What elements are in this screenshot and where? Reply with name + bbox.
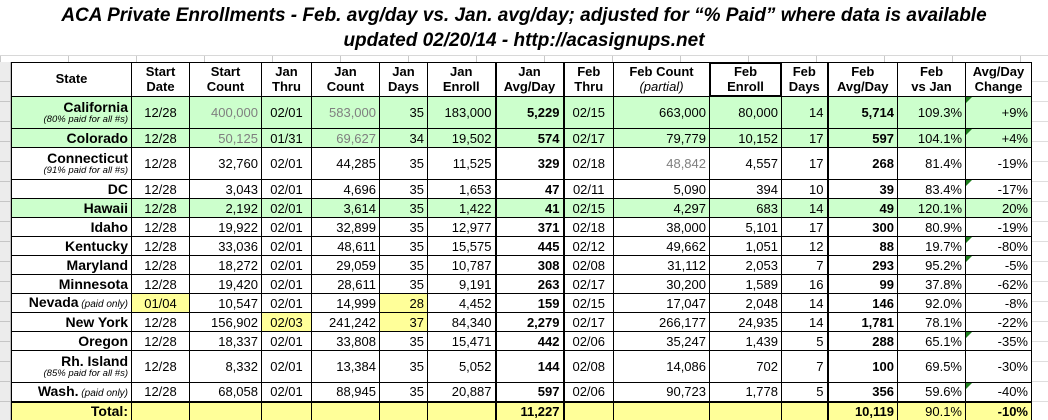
cell-new-york-avg-day-change[interactable]: -22%: [966, 313, 1032, 332]
cell-connecticut-state[interactable]: Connecticut (91% paid for all #s): [12, 148, 132, 180]
cell-maryland-jan-avg-day[interactable]: 308: [496, 256, 564, 275]
cell-hawaii-feb-count[interactable]: 4,297: [614, 199, 710, 218]
cell-minnesota-jan-enroll[interactable]: 9,191: [428, 275, 496, 294]
cell-rh-island-jan-enroll[interactable]: 5,052: [428, 351, 496, 383]
cell-rh-island-state[interactable]: Rh. Island (85% paid for all #s): [12, 351, 132, 383]
cell-idaho-avg-day-change[interactable]: -19%: [966, 218, 1032, 237]
cell-wash-start-date[interactable]: 12/28: [132, 383, 190, 402]
cell-hawaii-jan-count[interactable]: 3,614: [312, 199, 380, 218]
cell-oregon-feb-vs-jan[interactable]: 65.1%: [898, 332, 966, 351]
header-cell-start-date[interactable]: Start Date: [132, 63, 190, 97]
cell-california-feb-count[interactable]: 663,000: [614, 97, 710, 129]
table-row-minnesota: [12, 275, 1032, 294]
cell-nevada-jan-enroll[interactable]: 4,452: [428, 294, 496, 313]
cell-colorado-jan-avg-day[interactable]: 574: [496, 129, 564, 148]
table-row-oregon: [12, 332, 1032, 351]
state-note: (85% paid for all #s): [43, 367, 128, 379]
cell-kentucky-feb-avg-day[interactable]: 88: [828, 237, 898, 256]
cell-dc-start-count[interactable]: 3,043: [190, 180, 262, 199]
cell-maryland-feb-count[interactable]: 31,112: [614, 256, 710, 275]
cell-california-feb-avg-day[interactable]: 5,714: [828, 97, 898, 129]
cell-new-york-feb-count[interactable]: 266,177: [614, 313, 710, 332]
cell-minnesota-feb-avg-day[interactable]: 99: [828, 275, 898, 294]
cell-dc-jan-count[interactable]: 4,696: [312, 180, 380, 199]
cell-total-avg-day-change[interactable]: -10%: [966, 402, 1032, 420]
cell-colorado-feb-avg-day[interactable]: 597: [828, 129, 898, 148]
cell-total-feb-avg-day[interactable]: 10,119: [828, 402, 898, 420]
cell-connecticut-jan-avg-day[interactable]: 329: [496, 148, 564, 180]
cell-minnesota-feb-count[interactable]: 30,200: [614, 275, 710, 294]
cell-nevada-start-date[interactable]: 01/04: [132, 294, 190, 313]
cell-kentucky-feb-days[interactable]: 12: [782, 237, 828, 256]
cell-nevada-jan-days[interactable]: 28: [380, 294, 428, 313]
cell-oregon-jan-count[interactable]: 33,808: [312, 332, 380, 351]
table-row-maryland: [12, 256, 1032, 275]
cell-dc-feb-enroll[interactable]: 394: [710, 180, 782, 199]
cell-connecticut-feb-avg-day[interactable]: 268: [828, 148, 898, 180]
enrollment-table: [11, 62, 1032, 420]
cell-new-york-jan-days[interactable]: 37: [380, 313, 428, 332]
cell-wash-jan-thru[interactable]: 02/01: [262, 383, 312, 402]
cell-idaho-jan-count[interactable]: 32,899: [312, 218, 380, 237]
cell-new-york-jan-enroll[interactable]: 84,340: [428, 313, 496, 332]
cell-connecticut-feb-enroll[interactable]: 4,557: [710, 148, 782, 180]
cell-wash-jan-avg-day[interactable]: 597: [496, 383, 564, 402]
cell-new-york-state[interactable]: New York: [12, 313, 132, 332]
cell-new-york-jan-count[interactable]: 241,242: [312, 313, 380, 332]
header-cell-jan-count[interactable]: Jan Count: [312, 63, 380, 97]
cell-wash-feb-enroll[interactable]: 1,778: [710, 383, 782, 402]
cell-california-jan-count[interactable]: 583,000: [312, 97, 380, 129]
cell-dc-jan-enroll[interactable]: 1,653: [428, 180, 496, 199]
cell-kentucky-jan-avg-day[interactable]: 445: [496, 237, 564, 256]
cell-nevada-start-count[interactable]: 10,547: [190, 294, 262, 313]
table-row-nevada: [12, 294, 1032, 313]
table-row-kentucky: [12, 237, 1032, 256]
cell-new-york-feb-vs-jan[interactable]: 78.1%: [898, 313, 966, 332]
cell-minnesota-jan-count[interactable]: 28,611: [312, 275, 380, 294]
sheet-title: [0, 0, 1048, 53]
cell-rh-island-jan-days[interactable]: 35: [380, 351, 428, 383]
cell-dc-avg-day-change[interactable]: -17%: [966, 180, 1032, 199]
cell-maryland-start-count[interactable]: 18,272: [190, 256, 262, 275]
cell-wash-state[interactable]: Wash. (paid only): [12, 383, 132, 402]
cell-total-jan-thru[interactable]: [262, 402, 312, 420]
cell-minnesota-jan-avg-day[interactable]: 263: [496, 275, 564, 294]
cell-kentucky-start-date[interactable]: 12/28: [132, 237, 190, 256]
cell-nevada-jan-avg-day[interactable]: 159: [496, 294, 564, 313]
cell-connecticut-feb-thru[interactable]: 02/18: [564, 148, 614, 180]
cell-total-feb-count[interactable]: [614, 402, 710, 420]
row-header-gutter: [0, 62, 11, 420]
cell-colorado-feb-enroll[interactable]: 10,152: [710, 129, 782, 148]
cell-wash-jan-enroll[interactable]: 20,887: [428, 383, 496, 402]
cell-california-feb-thru[interactable]: 02/15: [564, 97, 614, 129]
cell-maryland-feb-thru[interactable]: 02/08: [564, 256, 614, 275]
cell-california-feb-vs-jan[interactable]: 109.3%: [898, 97, 966, 129]
cell-rh-island-feb-thru[interactable]: 02/08: [564, 351, 614, 383]
cell-connecticut-start-count[interactable]: 32,760: [190, 148, 262, 180]
cell-california-state[interactable]: California (80% paid for all #s): [12, 97, 132, 129]
cell-nevada-feb-avg-day[interactable]: 146: [828, 294, 898, 313]
header-cell-jan-days[interactable]: Jan Days: [380, 63, 428, 97]
cell-connecticut-avg-day-change[interactable]: -19%: [966, 148, 1032, 180]
cell-california-feb-enroll[interactable]: 80,000: [710, 97, 782, 129]
cell-nevada-jan-count[interactable]: 14,999: [312, 294, 380, 313]
header-cell-feb-enroll[interactable]: Feb Enroll: [710, 63, 782, 97]
cell-hawaii-jan-enroll[interactable]: 1,422: [428, 199, 496, 218]
cell-colorado-jan-thru[interactable]: 01/31: [262, 129, 312, 148]
cell-wash-start-count[interactable]: 68,058: [190, 383, 262, 402]
cell-nevada-feb-vs-jan[interactable]: 92.0%: [898, 294, 966, 313]
cell-maryland-feb-enroll[interactable]: 2,053: [710, 256, 782, 275]
cell-maryland-feb-avg-day[interactable]: 293: [828, 256, 898, 275]
cell-idaho-feb-vs-jan[interactable]: 80.9%: [898, 218, 966, 237]
cell-minnesota-jan-days[interactable]: 35: [380, 275, 428, 294]
table-row-idaho: [12, 218, 1032, 237]
cell-colorado-avg-day-change[interactable]: +4%: [966, 129, 1032, 148]
cell-maryland-jan-enroll[interactable]: 10,787: [428, 256, 496, 275]
cell-new-york-feb-thru[interactable]: 02/17: [564, 313, 614, 332]
cell-nevada-feb-enroll[interactable]: 2,048: [710, 294, 782, 313]
cell-connecticut-jan-days[interactable]: 35: [380, 148, 428, 180]
table-row-new-york: [12, 313, 1032, 332]
cell-wash-avg-day-change[interactable]: -40%: [966, 383, 1032, 402]
cell-new-york-feb-enroll[interactable]: 24,935: [710, 313, 782, 332]
cell-nevada-avg-day-change[interactable]: -8%: [966, 294, 1032, 313]
cell-hawaii-state[interactable]: Hawaii: [12, 199, 132, 218]
cell-dc-feb-vs-jan[interactable]: 83.4%: [898, 180, 966, 199]
header-cell-jan-enroll[interactable]: Jan Enroll: [428, 63, 496, 97]
cell-hawaii-start-date[interactable]: 12/28: [132, 199, 190, 218]
cell-kentucky-jan-count[interactable]: 48,611: [312, 237, 380, 256]
cell-idaho-jan-avg-day[interactable]: 371: [496, 218, 564, 237]
cell-new-york-start-date[interactable]: 12/28: [132, 313, 190, 332]
cell-kentucky-state[interactable]: Kentucky: [12, 237, 132, 256]
cell-nevada-jan-thru[interactable]: 02/01: [262, 294, 312, 313]
cell-minnesota-feb-vs-jan[interactable]: 37.8%: [898, 275, 966, 294]
cell-california-jan-avg-day[interactable]: 5,229: [496, 97, 564, 129]
cell-oregon-start-date[interactable]: 12/28: [132, 332, 190, 351]
header-row: [12, 63, 1032, 97]
cell-rh-island-jan-avg-day[interactable]: 144: [496, 351, 564, 383]
cell-rh-island-feb-enroll[interactable]: 702: [710, 351, 782, 383]
cell-total-feb-enroll[interactable]: [710, 402, 782, 420]
cell-california-start-count[interactable]: 400,000: [190, 97, 262, 129]
cell-kentucky-feb-count[interactable]: 49,662: [614, 237, 710, 256]
cell-kentucky-feb-thru[interactable]: 02/12: [564, 237, 614, 256]
cell-idaho-state[interactable]: Idaho: [12, 218, 132, 237]
empty-cells-gutter: [1032, 62, 1048, 420]
cell-rh-island-start-count[interactable]: 8,332: [190, 351, 262, 383]
cell-colorado-feb-days[interactable]: 17: [782, 129, 828, 148]
cell-kentucky-start-count[interactable]: 33,036: [190, 237, 262, 256]
cell-dc-jan-thru[interactable]: 02/01: [262, 180, 312, 199]
cell-rh-island-start-date[interactable]: 12/28: [132, 351, 190, 383]
header-cell-feb-vs-jan[interactable]: Feb vs Jan: [898, 63, 966, 97]
cell-rh-island-jan-thru[interactable]: 02/01: [262, 351, 312, 383]
cell-maryland-jan-days[interactable]: 35: [380, 256, 428, 275]
cell-new-york-jan-avg-day[interactable]: 2,279: [496, 313, 564, 332]
cell-idaho-feb-enroll[interactable]: 5,101: [710, 218, 782, 237]
cell-idaho-jan-thru[interactable]: 02/01: [262, 218, 312, 237]
cell-total-jan-enroll[interactable]: [428, 402, 496, 420]
cell-minnesota-start-date[interactable]: 12/28: [132, 275, 190, 294]
header-cell-jan-avg-day[interactable]: Jan Avg/Day: [496, 63, 564, 97]
cell-california-jan-enroll[interactable]: 183,000: [428, 97, 496, 129]
table-row-total: [12, 402, 1032, 420]
cell-maryland-start-date[interactable]: 12/28: [132, 256, 190, 275]
cell-oregon-jan-days[interactable]: 35: [380, 332, 428, 351]
cell-connecticut-jan-thru[interactable]: 02/01: [262, 148, 312, 180]
cell-hawaii-feb-thru[interactable]: 02/15: [564, 199, 614, 218]
table-row-hawaii: [12, 199, 1032, 218]
cell-kentucky-jan-enroll[interactable]: 15,575: [428, 237, 496, 256]
cell-idaho-jan-days[interactable]: 35: [380, 218, 428, 237]
cell-minnesota-avg-day-change[interactable]: -62%: [966, 275, 1032, 294]
header-cell-feb-thru[interactable]: Feb Thru: [564, 63, 614, 97]
cell-minnesota-start-count[interactable]: 19,420: [190, 275, 262, 294]
cell-wash-feb-count[interactable]: 90,723: [614, 383, 710, 402]
cell-maryland-jan-count[interactable]: 29,059: [312, 256, 380, 275]
cell-hawaii-feb-days[interactable]: 14: [782, 199, 828, 218]
cell-new-york-feb-avg-day[interactable]: 1,781: [828, 313, 898, 332]
cell-idaho-start-date[interactable]: 12/28: [132, 218, 190, 237]
table-row-rh-island: [12, 351, 1032, 383]
cell-nevada-state[interactable]: Nevada (paid only): [12, 294, 132, 313]
header-cell-feb-avg-day[interactable]: Feb Avg/Day: [828, 63, 898, 97]
table-row-wash: [12, 383, 1032, 402]
cell-colorado-jan-enroll[interactable]: 19,502: [428, 129, 496, 148]
cell-idaho-feb-days[interactable]: 17: [782, 218, 828, 237]
cell-dc-state[interactable]: DC: [12, 180, 132, 199]
cell-california-avg-day-change[interactable]: +9%: [966, 97, 1032, 129]
cell-colorado-jan-days[interactable]: 34: [380, 129, 428, 148]
cell-colorado-feb-count[interactable]: 79,779: [614, 129, 710, 148]
header-cell-jan-thru[interactable]: Jan Thru: [262, 63, 312, 97]
cell-dc-start-date[interactable]: 12/28: [132, 180, 190, 199]
cell-connecticut-jan-count[interactable]: 44,285: [312, 148, 380, 180]
cell-hawaii-jan-days[interactable]: 35: [380, 199, 428, 218]
cell-wash-feb-vs-jan[interactable]: 59.6%: [898, 383, 966, 402]
cell-wash-feb-days[interactable]: 5: [782, 383, 828, 402]
cell-colorado-state[interactable]: Colorado: [12, 129, 132, 148]
cell-total-feb-days[interactable]: [782, 402, 828, 420]
cell-oregon-feb-days[interactable]: 5: [782, 332, 828, 351]
header-cell-feb-days[interactable]: Feb Days: [782, 63, 828, 97]
table-row-dc: [12, 180, 1032, 199]
cell-oregon-state[interactable]: Oregon: [12, 332, 132, 351]
cell-minnesota-jan-thru[interactable]: 02/01: [262, 275, 312, 294]
cell-hawaii-avg-day-change[interactable]: 20%: [966, 199, 1032, 218]
cell-minnesota-feb-thru[interactable]: 02/17: [564, 275, 614, 294]
cell-total-jan-count[interactable]: [312, 402, 380, 420]
cell-colorado-jan-count[interactable]: 69,627: [312, 129, 380, 148]
cell-minnesota-feb-days[interactable]: 16: [782, 275, 828, 294]
cell-oregon-feb-enroll[interactable]: 1,439: [710, 332, 782, 351]
cell-total-jan-avg-day[interactable]: 11,227: [496, 402, 564, 420]
table-row-colorado: [12, 129, 1032, 148]
cell-hawaii-feb-avg-day[interactable]: 49: [828, 199, 898, 218]
cell-maryland-jan-thru[interactable]: 02/01: [262, 256, 312, 275]
cell-california-start-date[interactable]: 12/28: [132, 97, 190, 129]
cell-wash-jan-count[interactable]: 88,945: [312, 383, 380, 402]
cell-rh-island-avg-day-change[interactable]: -30%: [966, 351, 1032, 383]
cell-nevada-feb-thru[interactable]: 02/15: [564, 294, 614, 313]
cell-oregon-feb-avg-day[interactable]: 288: [828, 332, 898, 351]
state-note: (80% paid for all #s): [43, 113, 128, 125]
state-note: (paid only): [78, 388, 128, 400]
cell-idaho-feb-count[interactable]: 38,000: [614, 218, 710, 237]
cell-dc-jan-avg-day[interactable]: 47: [496, 180, 564, 199]
cell-maryland-feb-days[interactable]: 7: [782, 256, 828, 275]
cell-kentucky-jan-thru[interactable]: 02/01: [262, 237, 312, 256]
table-row-california: [12, 97, 1032, 129]
cell-dc-jan-days[interactable]: 35: [380, 180, 428, 199]
cell-maryland-feb-vs-jan[interactable]: 95.2%: [898, 256, 966, 275]
cell-oregon-jan-thru[interactable]: 02/01: [262, 332, 312, 351]
cell-hawaii-jan-thru[interactable]: 02/01: [262, 199, 312, 218]
cell-idaho-start-count[interactable]: 19,922: [190, 218, 262, 237]
cell-oregon-feb-thru[interactable]: 02/06: [564, 332, 614, 351]
cell-colorado-start-date[interactable]: 12/28: [132, 129, 190, 148]
title-line1: ACA Private Enrollments - Feb. avg/day vs. Jan. avg/day; adjusted for “% Paid” where data is available: [61, 5, 987, 26]
cell-total-feb-vs-jan[interactable]: 90.1%: [898, 402, 966, 420]
cell-hawaii-feb-vs-jan[interactable]: 120.1%: [898, 199, 966, 218]
cell-maryland-avg-day-change[interactable]: -5%: [966, 256, 1032, 275]
cell-rh-island-feb-vs-jan[interactable]: 69.5%: [898, 351, 966, 383]
cell-connecticut-feb-days[interactable]: 17: [782, 148, 828, 180]
cell-connecticut-jan-enroll[interactable]: 11,525: [428, 148, 496, 180]
cell-colorado-start-count[interactable]: 50,125: [190, 129, 262, 148]
cell-minnesota-state[interactable]: Minnesota: [12, 275, 132, 294]
cell-hawaii-start-count[interactable]: 2,192: [190, 199, 262, 218]
cell-rh-island-feb-count[interactable]: 14,086: [614, 351, 710, 383]
table-row-connecticut: [12, 148, 1032, 180]
cell-idaho-jan-enroll[interactable]: 12,977: [428, 218, 496, 237]
cell-hawaii-feb-enroll[interactable]: 683: [710, 199, 782, 218]
cell-new-york-jan-thru[interactable]: 02/03: [262, 313, 312, 332]
cell-california-jan-thru[interactable]: 02/01: [262, 97, 312, 129]
cell-wash-feb-thru[interactable]: 02/06: [564, 383, 614, 402]
cell-dc-feb-days[interactable]: 10: [782, 180, 828, 199]
cell-kentucky-jan-days[interactable]: 35: [380, 237, 428, 256]
cell-new-york-start-count[interactable]: 156,902: [190, 313, 262, 332]
cell-minnesota-feb-enroll[interactable]: 1,589: [710, 275, 782, 294]
cell-kentucky-feb-vs-jan[interactable]: 19.7%: [898, 237, 966, 256]
cell-wash-feb-avg-day[interactable]: 356: [828, 383, 898, 402]
cell-kentucky-feb-enroll[interactable]: 1,051: [710, 237, 782, 256]
cell-wash-jan-days[interactable]: 35: [380, 383, 428, 402]
cell-total-start-count[interactable]: [190, 402, 262, 420]
cell-california-feb-days[interactable]: 14: [782, 97, 828, 129]
cell-oregon-start-count[interactable]: 18,337: [190, 332, 262, 351]
header-cell-avg-day-change[interactable]: Avg/Day Change: [966, 63, 1032, 97]
header-cell-start-count[interactable]: Start Count: [190, 63, 262, 97]
header-cell-feb-count[interactable]: Feb Count (partial): [614, 63, 710, 97]
sheet-area: [0, 62, 1048, 420]
cell-total-feb-thru[interactable]: [564, 402, 614, 420]
cell-dc-feb-thru[interactable]: 02/11: [564, 180, 614, 199]
cell-colorado-feb-thru[interactable]: 02/17: [564, 129, 614, 148]
header-cell-state[interactable]: State: [12, 63, 132, 97]
cell-oregon-jan-avg-day[interactable]: 442: [496, 332, 564, 351]
cell-maryland-state[interactable]: Maryland: [12, 256, 132, 275]
cell-connecticut-feb-count[interactable]: 48,842: [614, 148, 710, 180]
cell-hawaii-jan-avg-day[interactable]: 41: [496, 199, 564, 218]
cell-total-start-date[interactable]: [132, 402, 190, 420]
cell-nevada-feb-days[interactable]: 14: [782, 294, 828, 313]
cell-oregon-jan-enroll[interactable]: 15,471: [428, 332, 496, 351]
cell-idaho-feb-avg-day[interactable]: 300: [828, 218, 898, 237]
cell-idaho-feb-thru[interactable]: 02/18: [564, 218, 614, 237]
cell-total-state[interactable]: Total:: [12, 402, 132, 420]
cell-oregon-feb-count[interactable]: 35,247: [614, 332, 710, 351]
cell-dc-feb-avg-day[interactable]: 39: [828, 180, 898, 199]
cell-rh-island-feb-avg-day[interactable]: 100: [828, 351, 898, 383]
cell-total-jan-days[interactable]: [380, 402, 428, 420]
cell-oregon-avg-day-change[interactable]: -35%: [966, 332, 1032, 351]
cell-connecticut-feb-vs-jan[interactable]: 81.4%: [898, 148, 966, 180]
cell-new-york-feb-days[interactable]: 14: [782, 313, 828, 332]
cell-nevada-feb-count[interactable]: 17,047: [614, 294, 710, 313]
gridline-strip: [0, 55, 1048, 62]
cell-kentucky-avg-day-change[interactable]: -80%: [966, 237, 1032, 256]
state-note: (91% paid for all #s): [43, 164, 128, 176]
cell-rh-island-feb-days[interactable]: 7: [782, 351, 828, 383]
cell-colorado-feb-vs-jan[interactable]: 104.1%: [898, 129, 966, 148]
cell-california-jan-days[interactable]: 35: [380, 97, 428, 129]
state-note: (paid only): [78, 299, 128, 311]
cell-dc-feb-count[interactable]: 5,090: [614, 180, 710, 199]
cell-connecticut-start-date[interactable]: 12/28: [132, 148, 190, 180]
cell-rh-island-jan-count[interactable]: 13,384: [312, 351, 380, 383]
title-line2: updated 02/20/14 - http://acasignups.net: [343, 30, 705, 52]
